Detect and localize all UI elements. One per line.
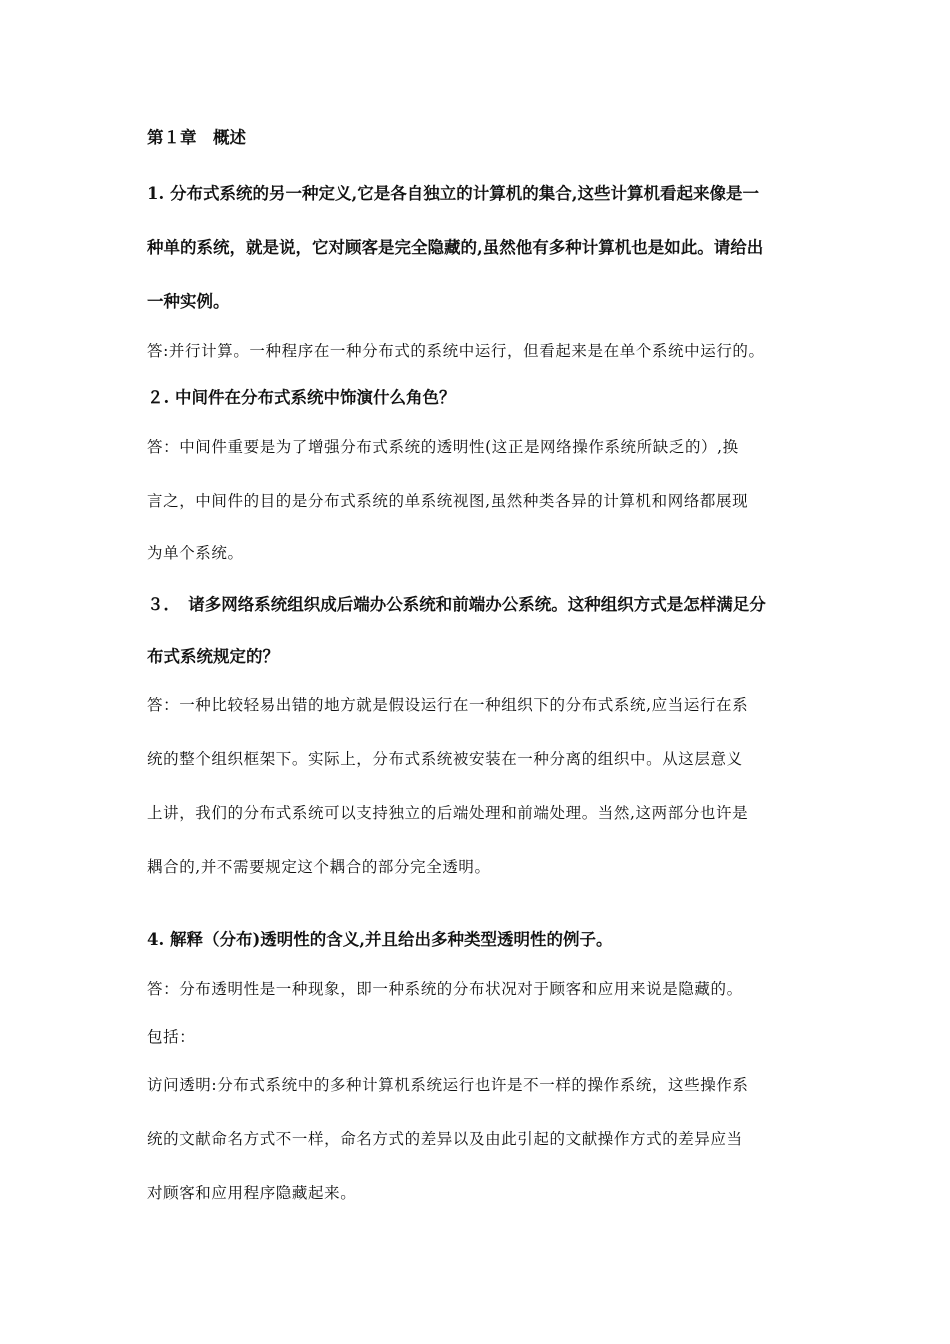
answer-4-line-4: 统的文献命名方式不一样，命名方式的差异以及由此引起的文献操作方式的差异应当 [147,1130,743,1148]
answer-4-line-2: 包括： [147,1028,196,1046]
question-4-line-1: 4. 解释（分布)透明性的含义,并且给出多种类型透明性的例子。 [147,930,613,949]
question-1-line-3: 一种实例。 [147,292,230,311]
answer-3-line-3: 上讲，我们的分布式系统可以支持独立的后端处理和前端处理。当然,这两部分也许是 [147,804,749,822]
question-1-line-2: 种单的系统，就是说，它对顾客是完全隐藏的,虽然他有多种计算机也是如此。请给出 [147,238,764,257]
answer-2-line-1: 答：中间件重要是为了增强分布式系统的透明性(这正是网络操作系统所缺乏的）,换 [147,438,739,456]
question-2-line-1: ２. 中间件在分布式系统中饰演什么角色？ [147,388,456,407]
question-3-line-1: ３． 诸多网络系统组织成后端办公系统和前端办公系统。这种组织方式是怎样满足分 [147,595,766,614]
answer-4-line-1: 答：分布透明性是一种现象，即一种系统的分布状况对于顾客和应用来说是隐藏的。 [147,980,743,998]
chapter-title: 第１章 概述 [147,128,246,147]
answer-4-line-5: 对顾客和应用程序隐藏起来。 [147,1184,357,1202]
answer-4-line-3: 访问透明:分布式系统中的多种计算机系统运行也许是不一样的操作系统，这些操作系 [147,1076,749,1094]
answer-3-line-1: 答：一种比较轻易出错的地方就是假设运行在一种组织下的分布式系统,应当运行在系 [147,696,749,714]
answer-2-line-2: 言之，中间件的目的是分布式系统的单系统视图,虽然种类各异的计算机和网络都展现 [147,492,749,510]
answer-3-line-4: 耦合的,并不需要规定这个耦合的部分完全透明。 [147,858,491,876]
answer-3-line-2: 统的整个组织框架下。实际上，分布式系统被安装在一种分离的组织中。从这层意义 [147,750,743,768]
question-3-line-2: 布式系统规定的？ [147,647,279,666]
answer-2-line-3: 为单个系统。 [147,544,244,562]
answer-1-line-1: 答:并行计算。一种程序在一种分布式的系统中运行，但看起来是在单个系统中运行的。 [147,342,765,360]
question-1-line-1: 1. 分布式系统的另一种定义,它是各自独立的计算机的集合,这些计算机看起来像是一 [147,184,759,203]
